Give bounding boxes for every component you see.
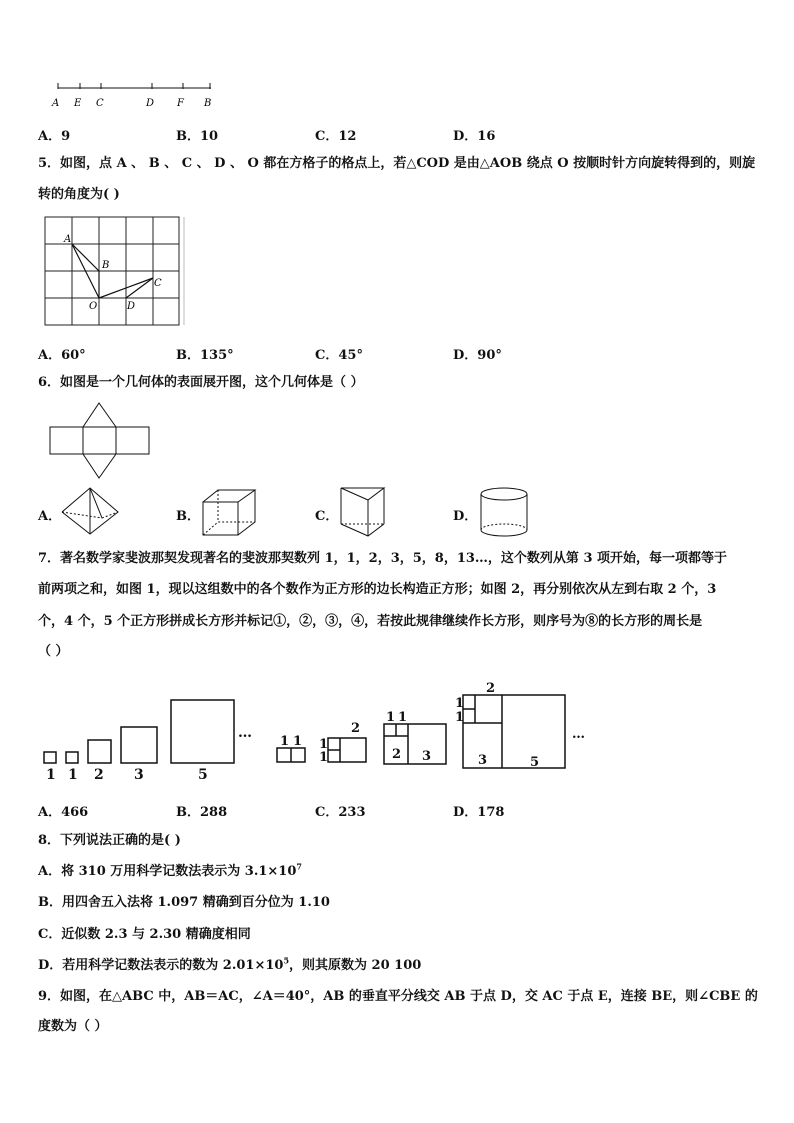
- square-label: 1: [68, 767, 78, 783]
- question-8-text: 8．下列说法正确的是( ): [38, 833, 181, 848]
- point-label: E: [74, 98, 82, 109]
- option-text: 466: [61, 805, 89, 820]
- square-label: 5: [198, 767, 208, 783]
- point-label: B: [204, 98, 212, 109]
- option-a[interactable]: [38, 505, 61, 524]
- point-b-label: B: [102, 260, 110, 271]
- rect-label: 1: [280, 734, 290, 749]
- question-7-text-cont: 前两项之和，如图 1，现以这组数中的各个数作为正方形的边长构造正方形；如图 2，再分别依次从左到右取 2 个，3: [38, 582, 717, 597]
- option-text: 12: [338, 129, 357, 144]
- q5-grid-figure: [44, 216, 186, 329]
- option-text: 288: [200, 805, 228, 820]
- rect-label: 2: [486, 681, 496, 696]
- option-letter: B．: [176, 805, 200, 820]
- option-letter: D．: [453, 509, 478, 524]
- square-label: 2: [94, 767, 104, 783]
- option-a[interactable]: [38, 125, 70, 144]
- option-text: 178: [477, 805, 505, 820]
- option-text: A．将 310 万用科学记数法表示为 3.1×10: [38, 864, 297, 879]
- option-text: 9: [61, 129, 71, 144]
- q4-number-line: [48, 80, 228, 112]
- option-letter: D．: [453, 129, 478, 144]
- question-7-text-cont: （ ）: [38, 644, 69, 659]
- option-c[interactable]: [315, 344, 363, 363]
- option-a[interactable]: [38, 344, 86, 363]
- option-c[interactable]: [315, 125, 356, 144]
- q7-figure-2: [274, 676, 604, 776]
- question-9-text-cont: 度数为（ ）: [38, 1019, 108, 1034]
- rect-label: 1: [319, 750, 329, 765]
- option-text: D．若用科学记数法表示的数为 2.01×10: [38, 958, 284, 973]
- rect-label: 1: [455, 696, 465, 711]
- option-letter: C．: [315, 509, 339, 524]
- rect-label: 1: [398, 710, 408, 725]
- option-b[interactable]: [176, 801, 227, 820]
- option-letter: A．: [38, 805, 62, 820]
- option-letter: B．: [176, 509, 200, 524]
- cube-icon: [200, 488, 260, 538]
- rect-label: 3: [422, 749, 432, 764]
- pyramid-icon: [60, 486, 122, 538]
- option-text: 135°: [200, 348, 234, 363]
- point-d-label: D: [127, 301, 136, 312]
- point-a-label: A: [64, 234, 72, 245]
- option-letter: D．: [453, 805, 478, 820]
- option-text: 10: [200, 129, 219, 144]
- option-letter: C．: [315, 805, 339, 820]
- exponent: 5: [283, 955, 290, 966]
- option-letter: A．: [38, 348, 62, 363]
- option-letter: A．: [38, 509, 62, 524]
- ellipsis: …: [572, 727, 585, 742]
- rect-label: 1: [319, 737, 329, 752]
- option-text: 45°: [338, 348, 363, 363]
- q7-figure-1: [38, 695, 268, 787]
- option-d[interactable]: [38, 957, 421, 975]
- option-letter: C．: [315, 129, 339, 144]
- rect-label: 3: [478, 753, 488, 768]
- option-d[interactable]: [453, 801, 504, 820]
- rect-label: 1: [455, 710, 465, 725]
- question-7-text-cont: 个，4 个，5 个正方形拼成长方形并标记①，②，③，④，若按此规律继续作长方形，则序号为⑧的长方形的周长是: [38, 614, 703, 629]
- option-a[interactable]: [38, 801, 88, 820]
- point-o-label: O: [89, 301, 98, 312]
- option-letter: B．: [176, 129, 200, 144]
- q6-net-figure: [48, 400, 153, 480]
- point-label: C: [96, 98, 104, 109]
- square-label: 3: [134, 767, 144, 783]
- rect-label: 2: [351, 721, 361, 736]
- option-c[interactable]: C．近似数 2.3 与 2.30 精确度相同: [38, 927, 251, 942]
- square-label: 1: [46, 767, 56, 783]
- rect-label: 5: [530, 755, 540, 770]
- question-9-text: 9．如图，在△ABC 中，AB＝AC，∠A＝40°，AB 的垂直平分线交 AB 于点 D，交 AC 于点 E，连接 BE，则∠CBE 的: [38, 989, 758, 1004]
- option-text: 60°: [61, 348, 86, 363]
- option-text: 16: [477, 129, 496, 144]
- option-letter: A．: [38, 129, 62, 144]
- option-b[interactable]: [176, 344, 234, 363]
- option-text: 90°: [477, 348, 502, 363]
- option-d[interactable]: [453, 125, 495, 144]
- option-letter: C．: [315, 348, 339, 363]
- option-a[interactable]: [38, 863, 302, 881]
- option-c[interactable]: [315, 505, 338, 524]
- point-label: F: [177, 98, 184, 109]
- option-d[interactable]: [453, 505, 477, 524]
- option-b[interactable]: [176, 505, 200, 524]
- option-letter: B．: [176, 348, 200, 363]
- rect-label: 1: [293, 734, 303, 749]
- question-5-text-cont: 转的角度为( ): [38, 187, 120, 202]
- question-7-text: 7．著名数学家斐波那契发现著名的斐波那契数列 1，1，2，3，5，8，13…，这个数列从第 3 项开始，每一项都等于: [38, 551, 728, 566]
- point-label: A: [52, 98, 60, 109]
- rect-label: 2: [392, 747, 402, 762]
- triangular-prism-icon: [338, 484, 390, 540]
- ellipsis: …: [238, 725, 252, 741]
- option-c[interactable]: [315, 801, 366, 820]
- option-letter: D．: [453, 348, 478, 363]
- option-text: 233: [338, 805, 366, 820]
- point-label: D: [146, 98, 155, 109]
- cylinder-icon: [478, 486, 532, 540]
- rect-label: 1: [386, 710, 396, 725]
- point-c-label: C: [154, 278, 162, 289]
- exponent: 7: [296, 861, 302, 872]
- question-5-text: 5．如图，点 A 、 B 、 C 、 D 、 O 都在方格子的格点上，若△COD 是由△AOB 绕点 O 按顺时针方向旋转得到的，则旋: [38, 156, 756, 171]
- option-b[interactable]: [176, 125, 218, 144]
- option-b[interactable]: B．用四舍五入法将 1.097 精确到百分位为 1.10: [38, 895, 330, 910]
- question-6-text: 6．如图是一个几何体的表面展开图，这个几何体是（ ）: [38, 375, 364, 390]
- option-text-tail: ，则其原数为 20 100: [289, 958, 422, 973]
- option-d[interactable]: [453, 344, 502, 363]
